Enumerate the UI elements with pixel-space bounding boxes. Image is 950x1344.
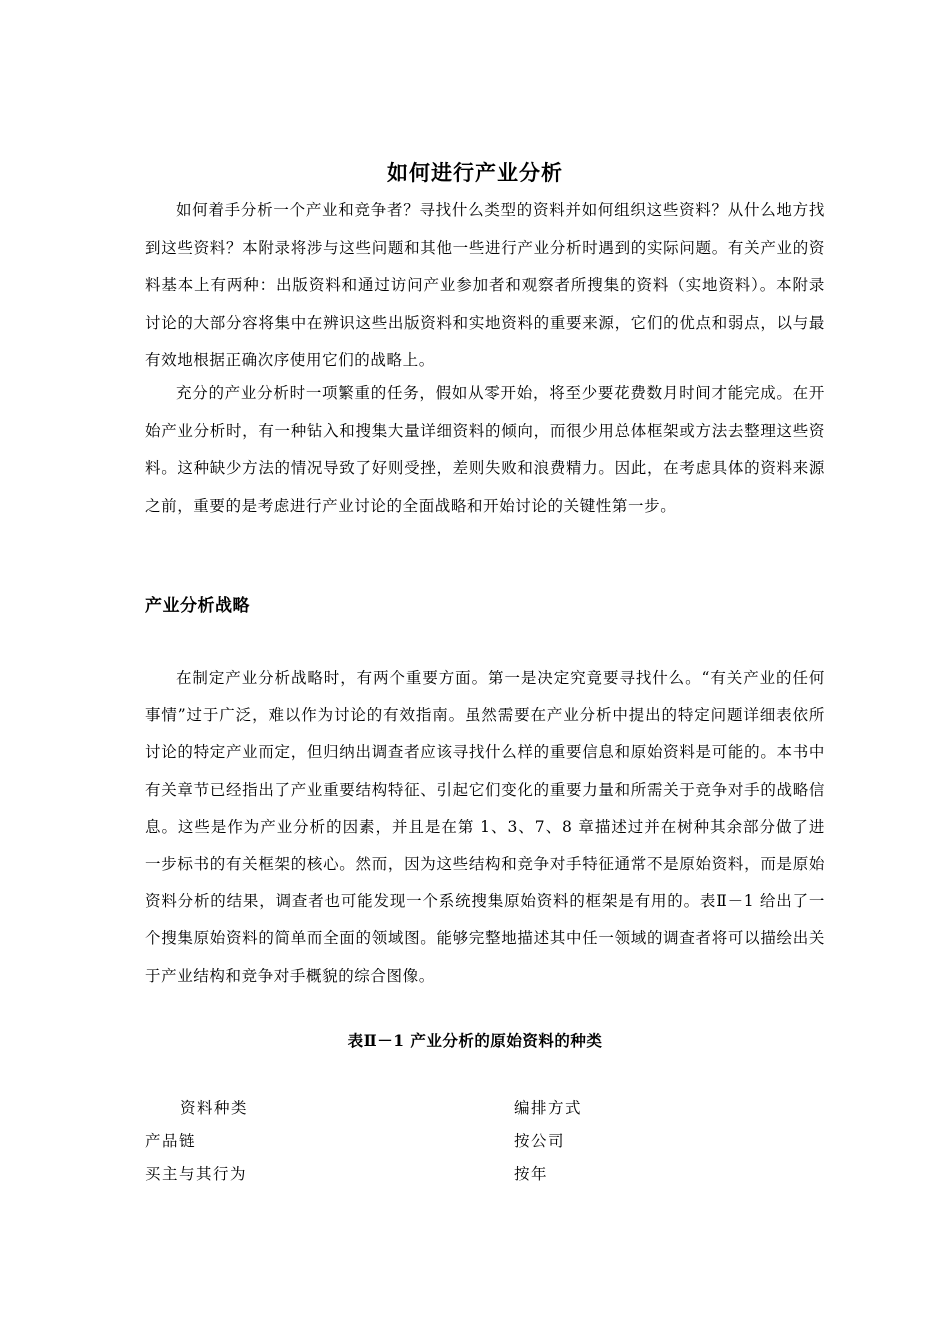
table-header-data-type: 资料种类 [180,1099,249,1117]
table-cell-arrangement: 按公司 [514,1132,566,1150]
document-title: 如何进行产业分析 [387,160,563,185]
data-type-table [145,1093,705,1192]
table-cell-arrangement: 按年 [514,1165,549,1183]
table-row [145,1159,705,1192]
table-caption: 表Ⅱ－1 产业分析的原始资料的种类 [347,1031,603,1050]
table-cell-data-type: 买主与其行为 [145,1165,248,1183]
section-paragraph: 在制定产业分析战略时，有两个重要方面。第一是决定究竟要寻找什么。“有关产业的任何事情”过于广泛，难以作为讨论的有效指南。虽然需要在产业分析中提出的特定问题详细表依所讨论的特定产业而定，但归纳出调查者应该寻找什么样的重要信息和原始资料是可能的。本书中有关章节已经指出了产业重要结构特征、引起它们变化的重要力量和所需关于竞争对手的战略信息。这些是作为产业分析的因素，并且是在第 1、3、7、8 章描述过并在树种其余部分做了进一步标书的有关框架的核心。然而，因为这些结构和竞争对手特征通常不是原始资料，而是原始资料分析的结果，调查者也可能发现一个系统搜集原始资料的框架是有用的。表Ⅱ－1 给出了一个搜集原始资料的简单而全面的领域图。能够完整地描述其中任一领域的调查者将可以描绘出关于产业结构和竞争对手概貌的综合图像。 [145,669,825,985]
section-heading: 产业分析战略 [145,596,250,616]
table-header-arrangement: 编排方式 [514,1099,583,1117]
table-header-row [145,1093,705,1126]
intro-paragraph-2: 充分的产业分析时一项繁重的任务，假如从零开始，将至少要花费数月时间才能完成。在开始产业分析时，有一种钻入和搜集大量详细资料的倾向，而很少用总体框架或方法去整理这些资料。这种缺少方法的情况导致了好则受挫，差则失败和浪费精力。因此，在考虑具体的资料来源之前，重要的是考虑进行产业讨论的全面战略和开始讨论的关键性第一步。 [145,384,825,515]
table-cell-data-type: 产品链 [145,1132,197,1150]
intro-paragraph-1: 如何着手分析一个产业和竞争者？寻找什么类型的资料并如何组织这些资料？从什么地方找到这些资料？本附录将涉与这些问题和其他一些进行产业分析时遇到的实际问题。有关产业的资料基本上有两种：出版资料和通过访问产业参加者和观察者所搜集的资料（实地资料）。本附录讨论的大部分容将集中在辨识这些出版资料和实地资料的重要来源，它们的优点和弱点，以与最有效地根据正确次序使用它们的战略上。 [145,201,825,369]
table-row [145,1126,705,1159]
